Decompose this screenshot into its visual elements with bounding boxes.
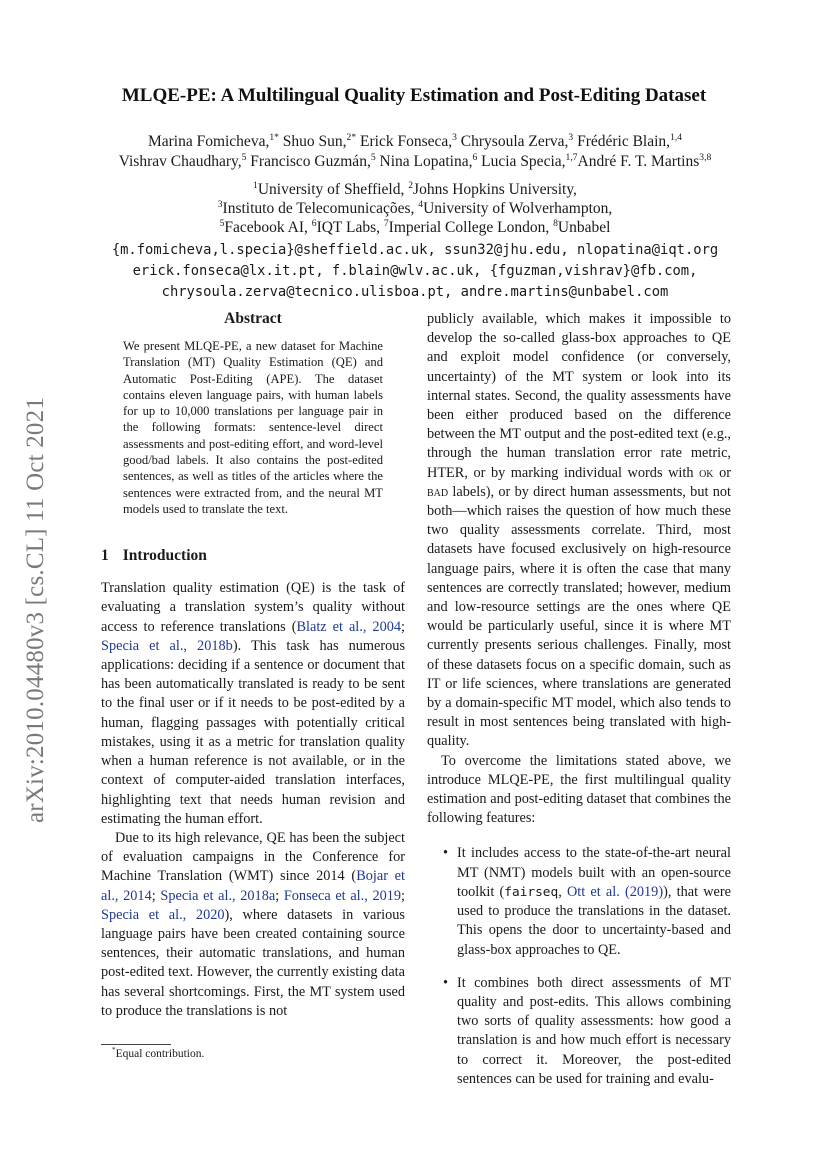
label-ok: ok [699,464,714,481]
label-bad: bad [427,483,449,500]
email-line: {m.fomicheva,l.specia}@sheffield.ac.uk, ssun32@jhu.edu, nlopatina@iqt.org [111,242,719,258]
section-number: 1 [101,547,109,565]
author-affiliation-mark: 5 [370,151,376,163]
affiliation-mark: 8 [553,217,558,229]
author-name: Lucia Specia, [477,153,566,170]
bullet-icon: • [443,845,449,862]
email-list [30,240,800,303]
section-title: Introduction [122,547,207,565]
right-paragraph-2: To overcome the limitations stated above, we introduce MLQE-PE, the first multilingual quality estimation and post-editing dataset that combines the following features: [427,752,731,827]
abstract-body: We present MLQE-PE, a new dataset for Machine Translation (MT) Quality Estimation (QE) and Automatic Post-Editing (APE). The dataset contains eleven language pairs, with human labels for up to 10,000 translations per language pair in the following formats: sentence-level direct assessments and post-editing effort, and word-level good/bad labels. It also contains the post-edited sentences, as well as titles of the articles where the sentences were extracted from, and the neural MT models used to translate the text. [123,339,383,516]
paragraph-text: ; [275,887,284,904]
affiliation-mark: 5 [219,217,225,229]
author-name: Chrysoula Zerva, [456,133,569,150]
affiliation-mark: 4 [418,198,424,210]
affiliation-name: Facebook AI, [224,219,312,236]
citation-link[interactable]: Fonseca et al., 2019 [283,887,402,904]
affiliation-name: University of Sheffield, [257,181,409,198]
feature-list [427,844,731,1088]
affiliation-name: Instituto de Telecomunicações, [222,200,419,217]
paragraph-text: Due to its high relevance, QE has been the subject of evaluation campaigns in the Conference for Machine Translation (WMT) since 2014 ( [101,829,405,885]
affiliation-name: Imperial College London, [388,219,554,236]
bullet-icon: • [443,974,449,991]
author-affiliation-mark: 2* [346,131,357,143]
affiliation-name: University of Wolverhampton, [423,200,613,217]
affiliation-name: Unbabel [557,219,611,236]
author-affiliation-mark: 3 [568,131,574,143]
author-name: Marina Fomicheva, [147,133,270,150]
footnote-divider [101,1044,171,1045]
arxiv-identifier: arXiv:2010.04480v3 [cs.CL] 11 Oct 2021 [22,396,49,824]
email-line: erick.fonseca@lx.it.pt, f.blain@wlv.ac.uk, {fguzman,vishrav}@fb.com, [132,263,698,279]
author-name: André F. T. Martins [577,153,700,170]
footnote [112,1048,204,1060]
paragraph-text: ; [151,887,161,904]
author-name: Erick Fonseca, [356,133,453,150]
paragraph-text: publicly available, which makes it impossible to develop the so-called glass-box approaches to QE and exploit model confidence (or conversely, uncertainty) of the MT system or look into its internal states. Second, the quality assessments have been either produced based on the difference between the MT output and the post-edited text (e.g., through the human translation error rate metric, HTER, or by marking individual words with [427,311,731,481]
author-name: Francisco Guzmán, [246,153,371,170]
author-affiliation-mark: 1,7 [565,151,578,163]
right-paragraph-1 [427,310,731,752]
paper-title: MLQE-PE: A Multilingual Quality Estimation and Post-Editing Dataset [121,85,707,106]
citation-link[interactable]: Specia et al., 2018a [160,887,276,904]
affiliation-mark: 3 [217,198,223,210]
email-line: chrysoula.zerva@tecnico.ulisboa.pt, andre.martins@unbabel.com [161,284,669,300]
affiliation-name: IQT Labs, [316,219,384,236]
paragraph-text: Translation quality estimation (QE) is the task of evaluating a translation system’s quality without access to reference translations ( [101,580,405,635]
paragraph-text: ), where datasets in various language pairs have been created containing source sentences, their automatic translations, and human post-edited text. However, the currently existing data has several shortcomings. First, the MT system used to produce the translations is not [101,906,405,1019]
abstract-heading: Abstract [224,310,282,327]
section-heading-introduction [101,547,405,565]
intro-paragraph-2 [101,829,405,1021]
author-name: Shuo Sun, [278,133,347,150]
code-fairseq: fairseq [504,884,559,900]
paragraph-text: or [713,464,731,481]
author-affiliation-mark: 5 [241,151,247,163]
list-item-text: It combines both direct assessments of MT quality and post-edits. This allows combining two sorts of quality assessments: how good a translation is and how much effort is necessary to correct it. Moreover, the post-edited sentences can be used for training and evalu- [457,974,731,1087]
arxiv-sidebar-stamp [16,360,56,860]
right-column [427,310,731,1103]
affiliation-mark: 1 [253,179,258,191]
citation-link[interactable]: Specia et al., 2020 [101,906,225,923]
intro-paragraph-1 [101,579,405,829]
affiliation-name: Johns Hopkins University, [413,181,577,198]
footnote-text: Equal contribution. [115,1048,205,1060]
list-item-text: , [558,883,567,900]
author-name: Frédéric Blain, [573,133,671,150]
author-affiliation-mark: 6 [472,151,478,163]
affiliation-mark: 2 [408,179,414,191]
list-item-text: ), that were used to produce the translations in the dataset. This opens the door to uncertainty-based and glass-box approaches to QE. [457,883,731,958]
paragraph-text: ; [401,618,405,635]
citation-link[interactable]: Specia et al., 2018b [101,637,233,654]
author-name: Nina Lopatina, [375,153,473,170]
footnote-mark: * [112,1046,116,1055]
list-item-text: It includes access to the state-of-the-art neural MT (NMT) models built with an open-source toolkit ( [457,845,731,900]
paragraph-text: ). This task has numerous applications: deciding if a sentence or document that has been automatically translated is ready to be sent to the final user or if it needs to be post-edited by a human, flagging passages with potentially critical mistakes, using it as a metric for translation quality when a human reference is not available, or in the context of computer-aided translation interfaces, highlighting text that needs human revision and estimating the human effort. [101,637,406,827]
author-affiliation-mark: 3 [452,131,457,143]
author-list [60,132,770,172]
author-affiliation-mark: 3,8 [699,151,712,163]
affiliation-list [60,180,770,237]
list-item [427,844,731,959]
author-affiliation-mark: 1,4 [670,131,683,143]
author-name: Vishrav Chaudhary, [118,153,242,170]
list-item [427,974,731,1089]
author-affiliation-mark: 1* [269,131,279,143]
affiliation-mark: 7 [383,217,389,229]
paragraph-text: labels), or by direct human assessments, but not both—which raises the question of how much these two quality assessments correlate. Third, most datasets have focused exclusively on high-resource language pairs, where it is often the case that many sentences are correctly translated; however, medium and low-resource settings are the ones where QE would be particularly useful, since it is where MT currently presents serious challenges. Finally, most of these datasets focus on a specific domain, such as IT or life sciences, where translations are generated by a domain-specific MT model, which also tends to result in most sentences being translated with high-quality. [427,483,731,750]
citation-link[interactable]: Bojar et al., 2014 [101,868,405,904]
affiliation-mark: 6 [311,217,317,229]
citation-link[interactable]: Ott et al. (2019) [566,883,664,900]
citation-link[interactable]: Blatz et al., 2004 [296,618,402,635]
left-column [101,310,405,1021]
paragraph-text: ; [401,887,406,904]
